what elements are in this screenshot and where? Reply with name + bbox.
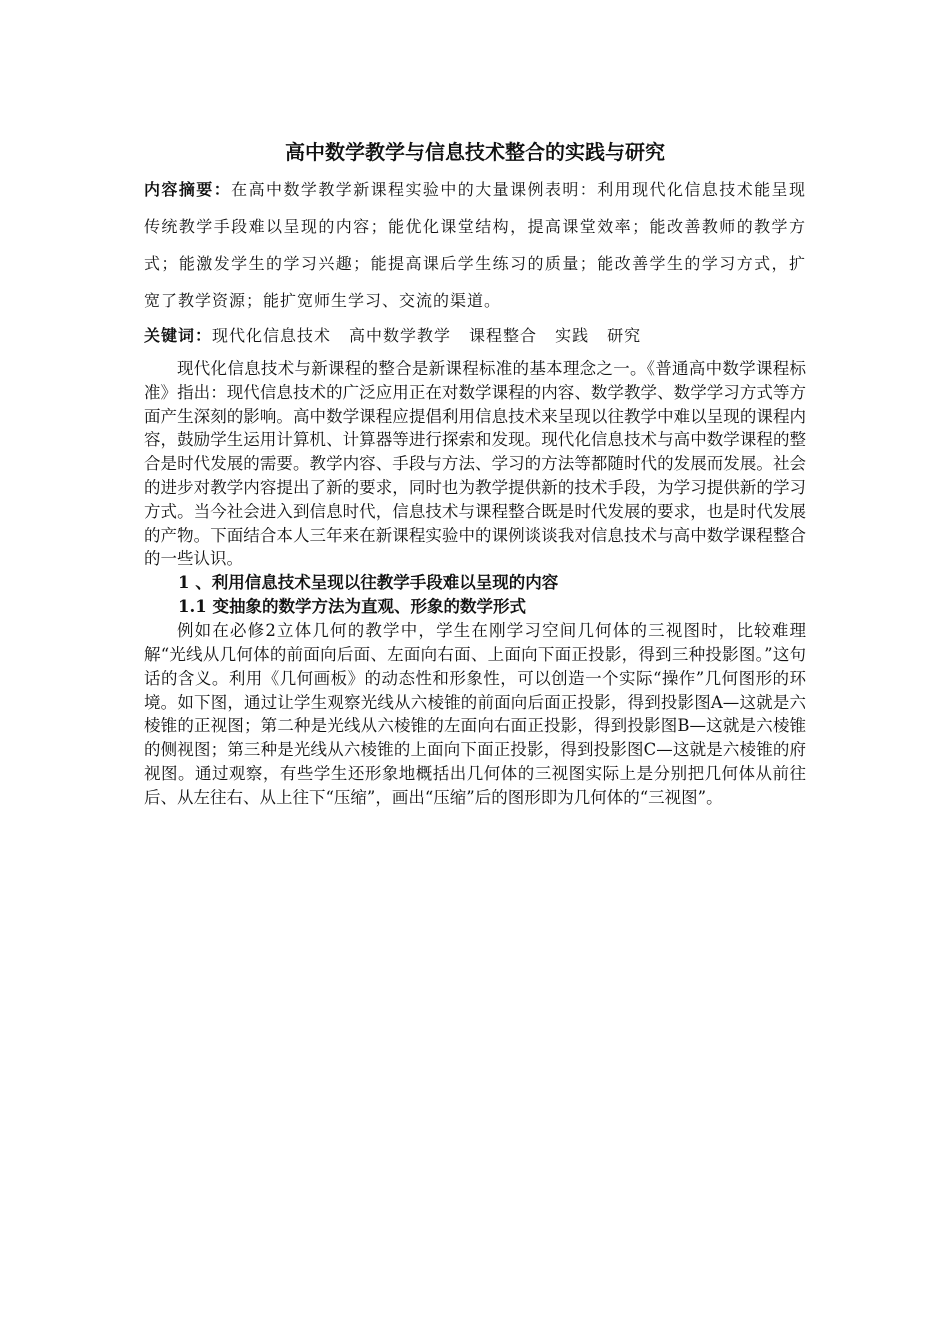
- document-content: [144, 133, 806, 810]
- keyword-item: 课程整合: [469, 326, 538, 345]
- keyword-item: 实践: [555, 326, 590, 345]
- abstract: [144, 171, 806, 319]
- keyword-item: 现代化信息技术: [212, 326, 332, 345]
- keyword-item: 研究: [607, 326, 642, 345]
- subsection-paragraph: 例如在必修2立体几何的教学中，学生在刚学习空间几何体的三视图时，比较难理解“光线从几何体的前面向后面、左面向右面、上面向下面正投影，得到三种投影图。”这句话的含义。利用《几何画板》的动态性和形象性，可以创造一个实际“操作”几何图形的环境。如下图，通过让学生观察光线从六棱锥的前面向后面正投影，得到投影图A—这就是六棱锥的正视图；第二种是光线从六棱锥的左面向右面正投影，得到投影图B—这就是六棱锥的侧视图；第三种是光线从六棱锥的上面向下面正投影，得到投影图C—这就是六棱锥的府视图。通过观察，有些学生还形象地概括出几何体的三视图实际上是分别把几何体从前往后、从左往右、从上往下“压缩”，画出“压缩”后的图形即为几何体的“三视图”。: [144, 621, 806, 807]
- keyword-item: 高中数学教学: [349, 326, 452, 345]
- subsection-heading: 1.1 变抽象的数学方法为直观、形象的数学形式: [178, 597, 526, 617]
- abstract-label: 内容摘要：: [144, 180, 232, 199]
- abstract-text: 在高中数学教学新课程实验中的大量课例表明：利用现代化信息技术能呈现传统教学手段难以呈现的内容；能优化课堂结构，提高课堂效率；能改善教师的教学方式；能激发学生的学习兴趣；能提高课后学生练习的质量；能改善学生的学习方式，扩宽了教学资源；能扩宽师生学习、交流的渠道。: [144, 180, 806, 310]
- section-heading: 1 、利用信息技术呈现以往教学手段难以呈现的内容: [178, 573, 559, 593]
- document-title: 高中数学教学与信息技术整合的实践与研究: [285, 140, 665, 164]
- keywords-label: 关键词：: [144, 326, 213, 345]
- intro-paragraph: 现代化信息技术与新课程的整合是新课程标准的基本理念之一。《普通高中数学课程标准》指出：现代信息技术的广泛应用正在对数学课程的内容、数学教学、数学学习方式等方面产生深刻的影响。高中数学课程应提倡利用信息技术来呈现以往教学中难以呈现的课程内容，鼓励学生运用计算机、计算器等进行探索和发现。现代化信息技术与高中数学课程的整合是时代发展的需要。教学内容、手段与方法、学习的方法等都随时代的发展而发展。社会的进步对教学内容提出了新的要求，同时也为教学提供新的技术手段，为学习提供新的学习方式。当今社会进入到信息时代，信息技术与课程整合既是时代发展的要求，也是时代发展的产物。下面结合本人三年来在新课程实验中的课例谈谈我对信息技术与高中数学课程整合的一些认识。: [144, 359, 806, 569]
- keywords: [144, 319, 806, 353]
